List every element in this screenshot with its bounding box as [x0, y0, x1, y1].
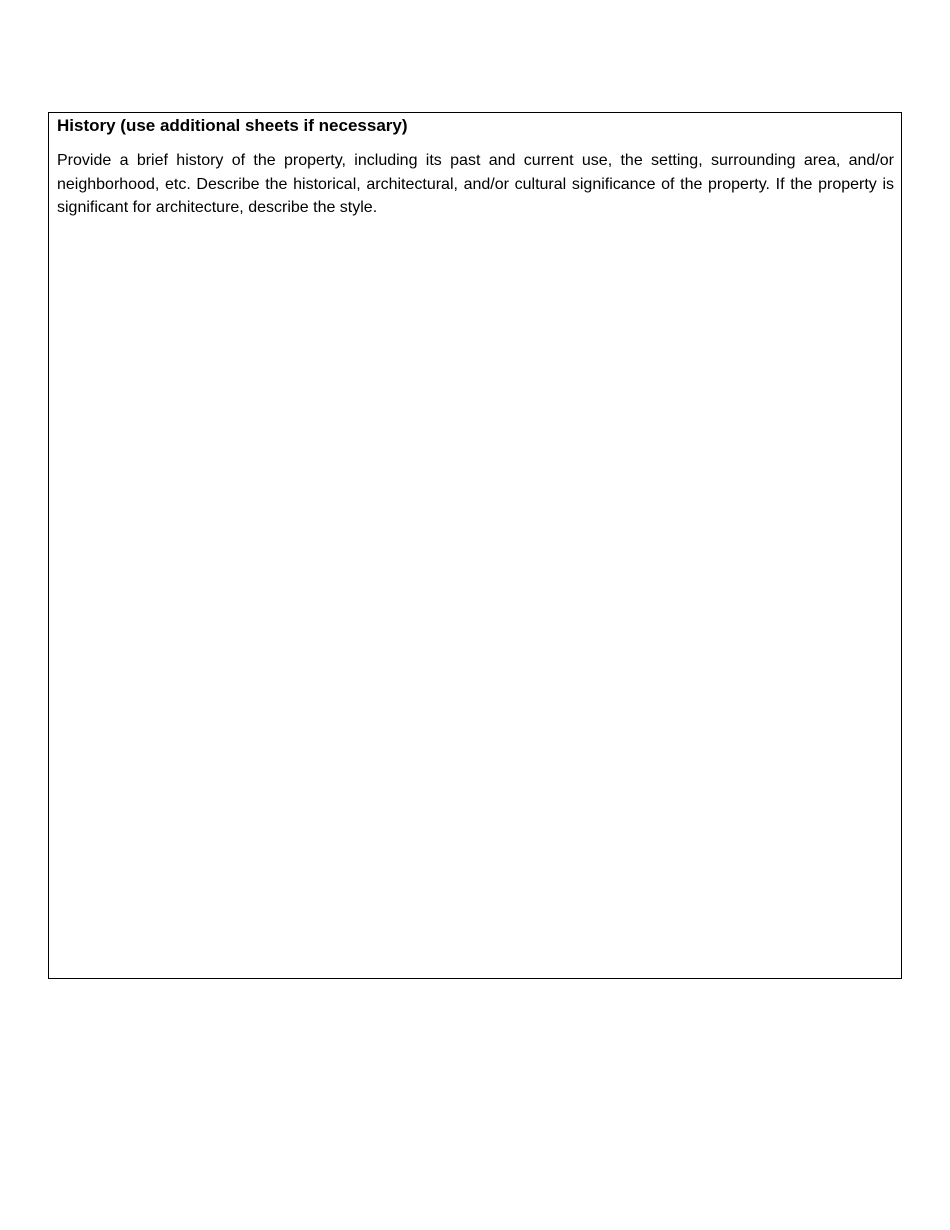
history-section: [48, 112, 902, 979]
history-instructions: Provide a brief history of the property, including its past and current use, the setting, surrounding area, and/or neighborhood, etc. Describe the historical, architectural, and/or cultural significance of the property. If the property is significant for architecture, describe the style.: [57, 152, 894, 216]
history-section-title: History (use additional sheets if necessary): [57, 116, 408, 135]
history-response-field[interactable]: [57, 225, 894, 970]
